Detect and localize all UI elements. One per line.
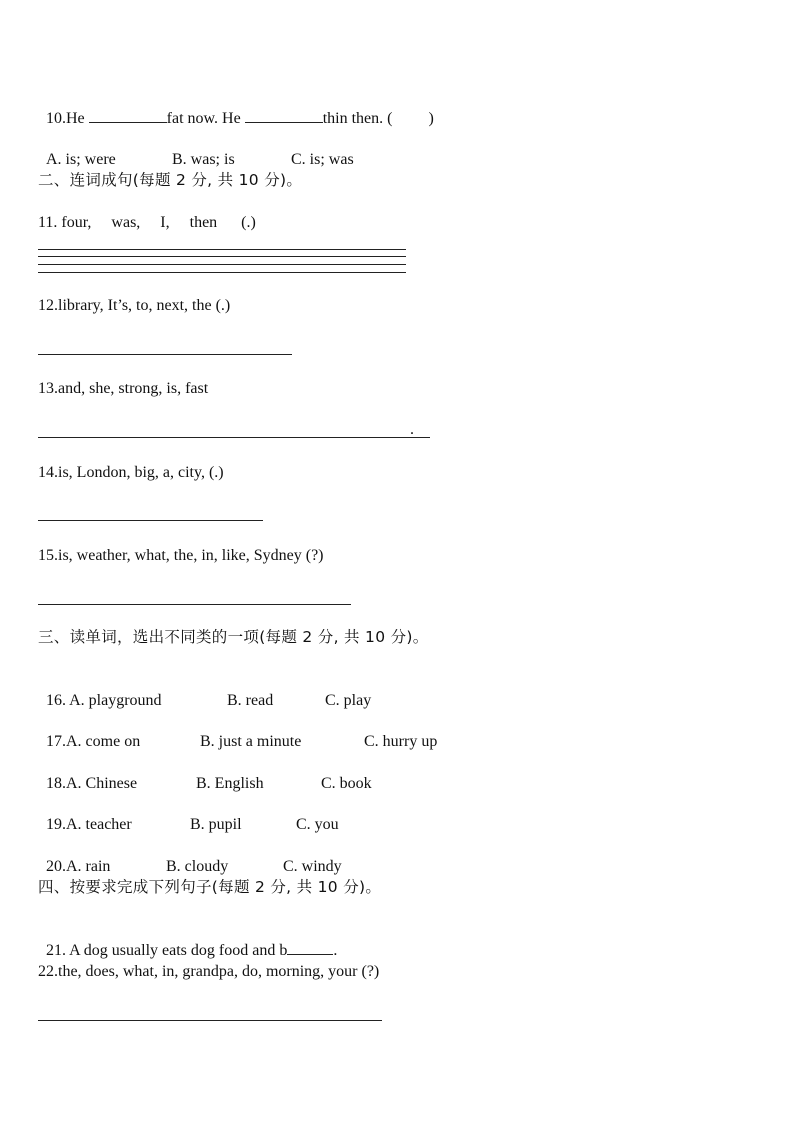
question-10-options <box>38 130 354 170</box>
option-b[interactable]: B. just a minute <box>200 733 302 750</box>
option-c[interactable]: C. hurry up <box>364 733 438 750</box>
question-20 <box>38 837 342 877</box>
option-b[interactable]: B. read <box>227 692 274 709</box>
option-b[interactable]: B. pupil <box>190 816 242 833</box>
question-21: 21. A dog usually eats dog food and b . <box>46 942 338 959</box>
answer-line[interactable] <box>38 520 263 521</box>
option-a[interactable]: 18.A. Chinese <box>46 775 138 792</box>
question-number: 10. <box>46 110 66 127</box>
sentence-period: . <box>410 421 414 438</box>
answer-blank[interactable] <box>89 108 167 123</box>
answer-line[interactable] <box>38 437 430 438</box>
question-19 <box>38 795 339 835</box>
option-c[interactable]: C. book <box>321 775 372 792</box>
answer-line[interactable] <box>38 272 406 273</box>
option-a[interactable]: 20.A. rain <box>46 858 111 875</box>
answer-blank[interactable] <box>287 940 333 955</box>
option-a[interactable]: 17.A. come on <box>46 733 141 750</box>
answer-line[interactable] <box>38 1020 382 1021</box>
answer-line[interactable] <box>38 264 406 265</box>
option-b[interactable]: B. English <box>196 775 264 792</box>
question-15: 15.is, weather, what, the, in, like, Sydney (?) <box>38 547 324 564</box>
question-13: 13.and, she, strong, is, fast <box>38 380 209 397</box>
option-a[interactable]: 19.A. teacher <box>46 816 132 833</box>
option-b[interactable]: B. was; is <box>172 151 235 168</box>
option-a[interactable]: 16. A. playground <box>46 692 162 709</box>
answer-line[interactable] <box>38 249 406 250</box>
section-4-heading: 四、按要求完成下列句子(每题 2 分, 共 10 分)。 <box>38 878 382 896</box>
question-11: 11. four, was, I, then (.) <box>38 214 256 231</box>
question-14: 14.is, London, big, a, city, (.) <box>38 464 224 481</box>
answer-line[interactable] <box>38 256 406 257</box>
option-c[interactable]: C. you <box>296 816 339 833</box>
option-b[interactable]: B. cloudy <box>166 858 229 875</box>
question-17 <box>38 712 437 752</box>
answer-blank[interactable] <box>245 108 323 123</box>
answer-line[interactable] <box>38 604 351 605</box>
question-22: 22.the, does, what, in, grandpa, do, morning, your (?) <box>38 963 380 980</box>
option-c[interactable]: C. windy <box>283 858 342 875</box>
option-c[interactable]: C. play <box>325 692 372 709</box>
section-3-heading: 三、读单词，选出不同类的一项(每题 2 分, 共 10 分)。 <box>38 628 429 646</box>
section-2-heading: 二、连词成句(每题 2 分, 共 10 分)。 <box>38 171 303 189</box>
question-18 <box>38 754 372 794</box>
answer-line[interactable] <box>38 354 292 355</box>
question-10: 10.He fat now. He thin then. ( ) <box>46 110 434 127</box>
option-a[interactable]: A. is; were <box>46 151 116 168</box>
question-12: 12.library, It’s, to, next, the (.) <box>38 297 231 314</box>
option-c[interactable]: C. is; was <box>291 151 354 168</box>
question-16 <box>38 671 371 711</box>
